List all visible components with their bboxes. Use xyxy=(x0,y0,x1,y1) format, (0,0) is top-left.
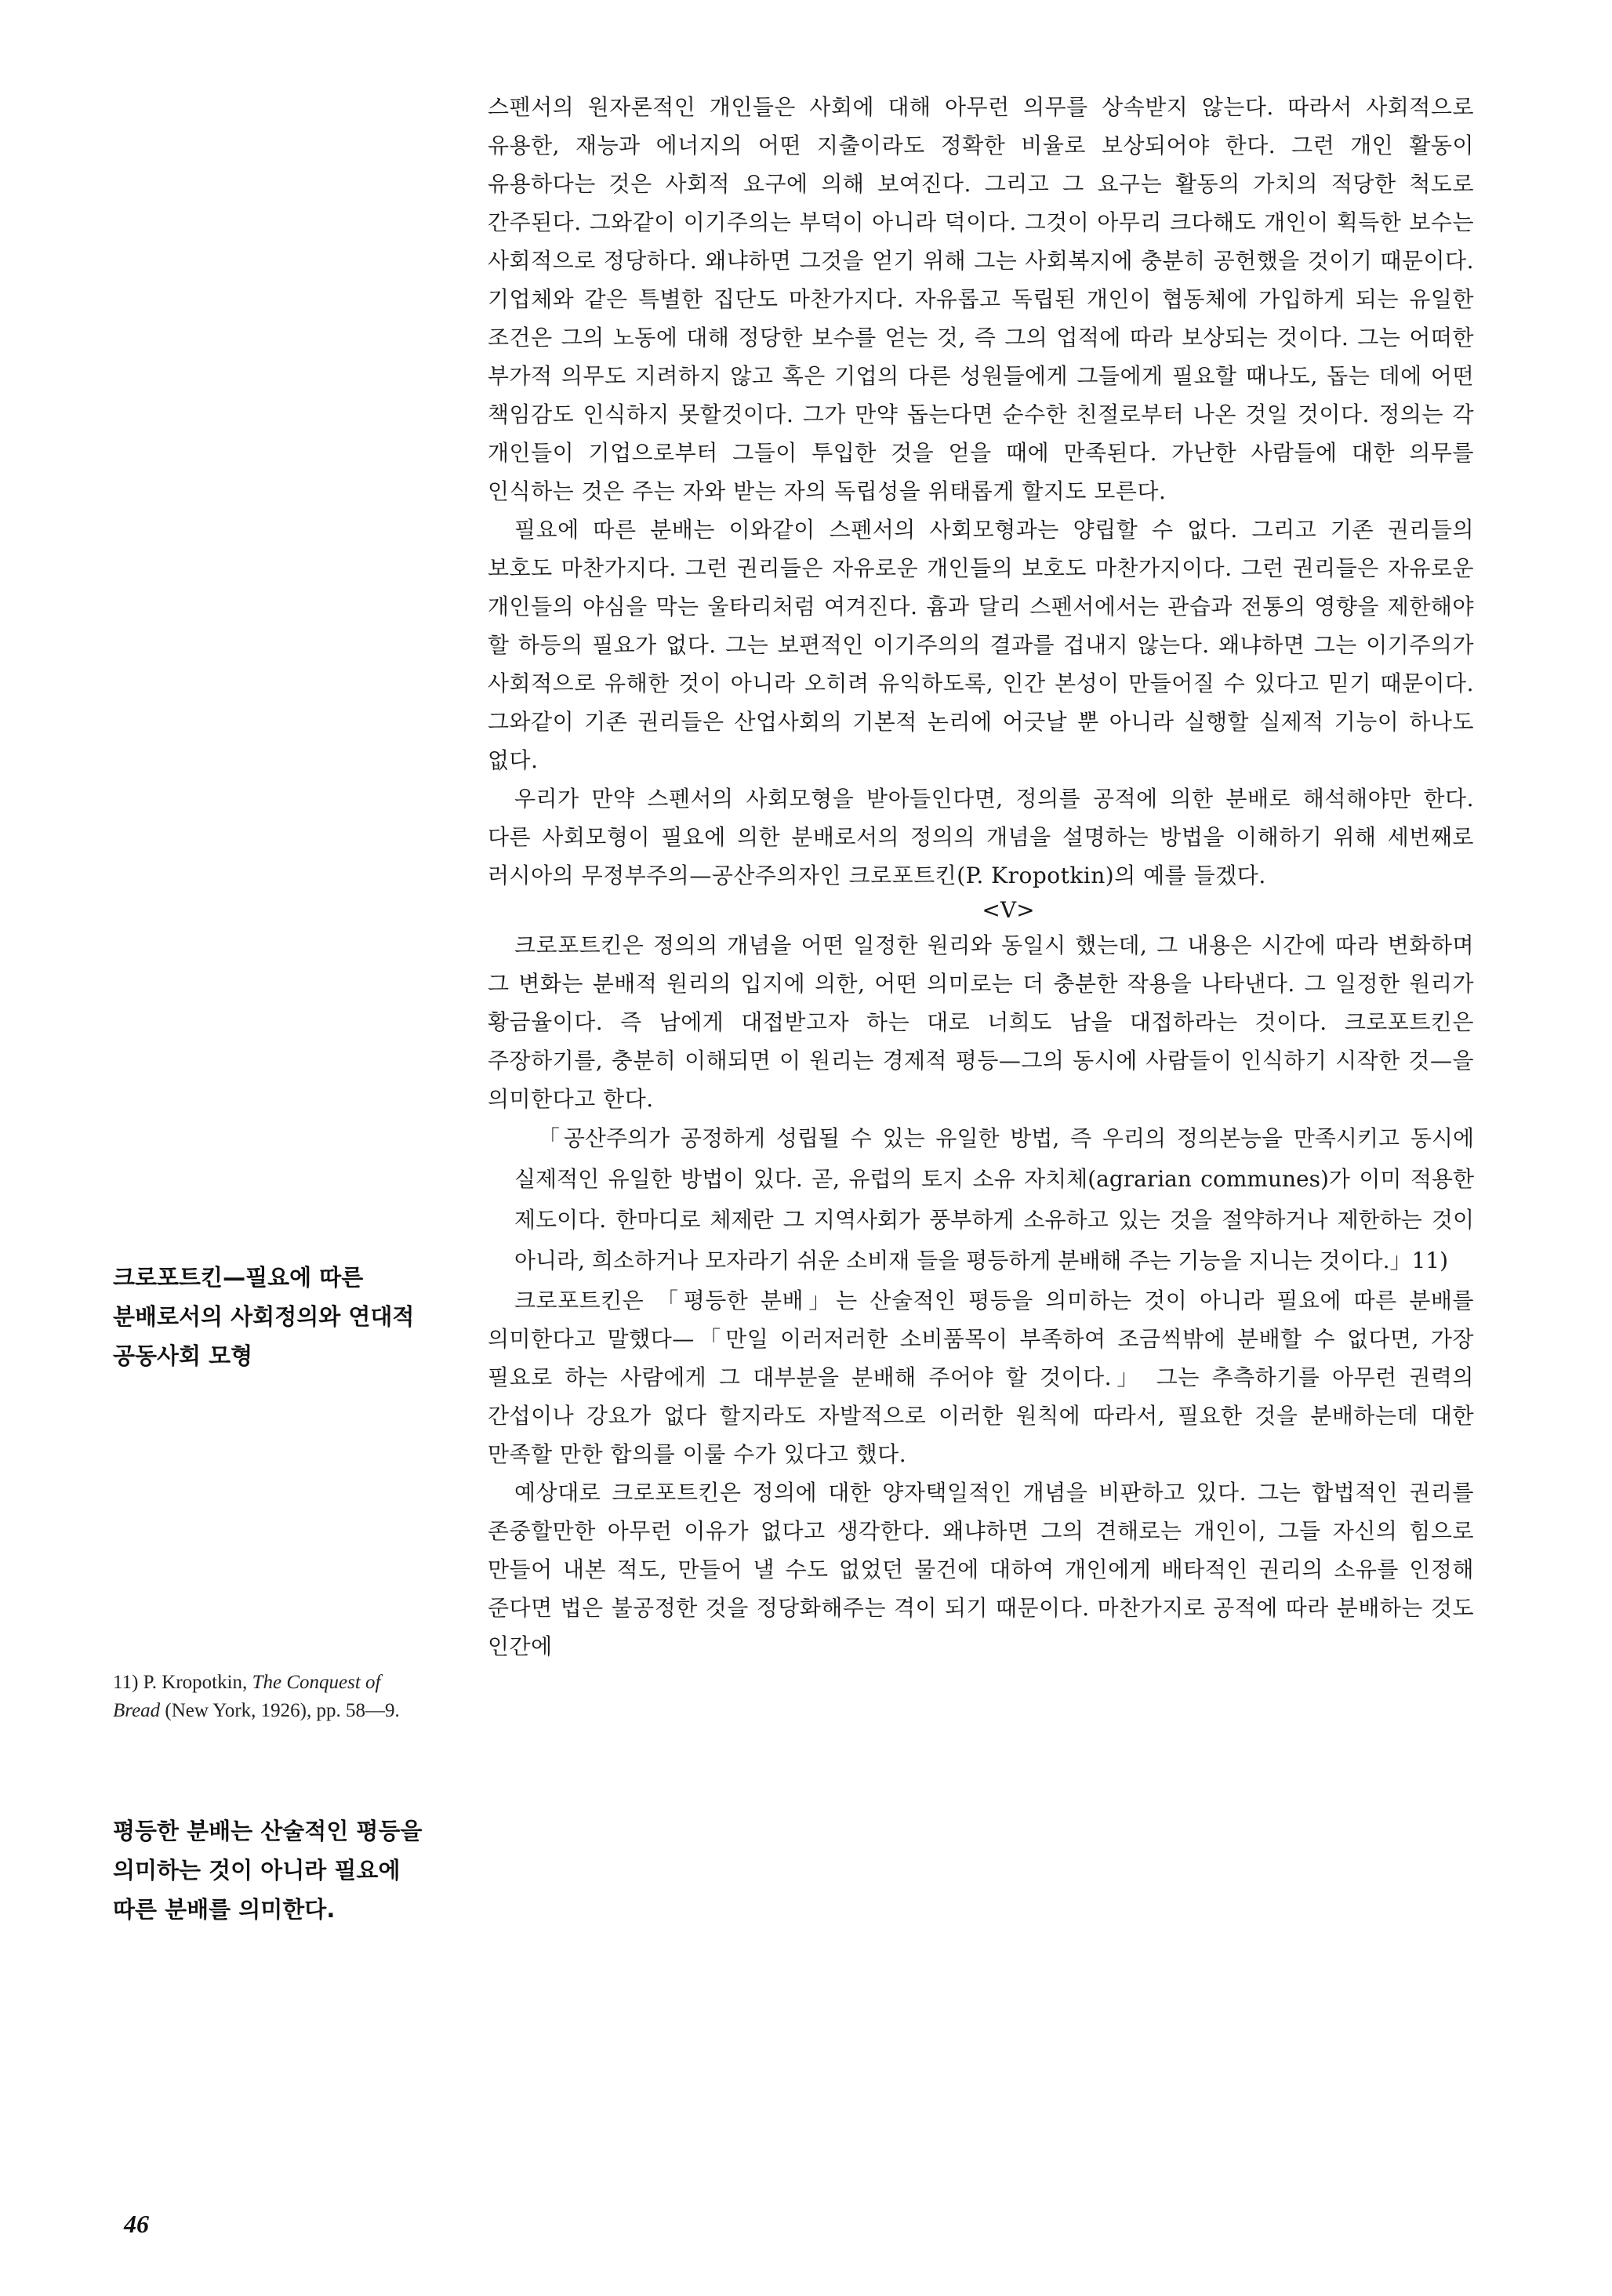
margin-heading-equal-distribution: 평등한 분배는 산술적인 평등을 의미하는 것이 아니라 필요에 따른 분배를 의미한다. xyxy=(113,1818,423,1923)
footnote-pages: pp. 58—9. xyxy=(316,1700,400,1721)
body-paragraph-3: 우리가 만약 스펜서의 사회모형을 받아들인다면, 정의를 공적에 의한 분배로 해석해야만 한다. 다른 사회모형이 필요에 의한 분배로서의 정의의 개념을 설명하는 방법을 이해하기 위해 세번째로 러시아의 무정부주의—공산주의자인 크로포트킨(P. Kropotkin)의 예를 들겠다. xyxy=(488,786,1474,888)
page-number: 46 xyxy=(124,2210,149,2238)
main-text-column xyxy=(488,88,1474,1666)
footnote-11 xyxy=(113,1669,423,1725)
footnote-author: P. Kropotkin, xyxy=(143,1672,248,1693)
body-paragraph-6: 예상대로 크로포트킨은 정의에 대한 양자택일적인 개념을 비판하고 있다. 그는 합법적인 권리를 존중할만한 아무런 이유가 없다고 생각한다. 왜냐하면 그의 견해로는 개인이, 그들 자신의 힘으로 만들어 내본 적도, 만들어 낼 수도 없었던 물건에 대하여 개인에게 배타적인 권리의 소유를 인정해 준다면 법은 불공정한 것을 정당화해주는 격이 되기 때문이다. 마찬가지로 공적에 따라 분배하는 것도 인간에 xyxy=(488,1480,1474,1659)
margin-heading-kropotkin: 크로포트킨—필요에 따른 분배로서의 사회정의와 연대적 공동사회 모형 xyxy=(113,1264,415,1369)
body-paragraph-5: 크로포트킨은 「평등한 분배」는 산술적인 평등을 의미하는 것이 아니라 필요에 따른 분배를 의미한다고 말했다—「만일 이러저러한 소비품목이 부족하여 조금씩밖에 분배할 수 없다면, 가장 필요로 하는 사람에게 그 대부분을 분배해 주어야 할 것이다.」 그는 추측하기를 아무런 권력의 간섭이나 강요가 없다 할지라도 자발적으로 이러한 원칙에 따라서, 필요한 것을 분배하는데 대한 만족할 만한 합의를 이룰 수가 있다고 했다. xyxy=(488,1288,1474,1467)
body-paragraph-2: 필요에 따른 분배는 이와같이 스펜서의 사회모형과는 양립할 수 없다. 그리고 기존 권리들의 보호도 마찬가지다. 그런 권리들은 자유로운 개인들의 보호도 마찬가지이다. 그런 권리들은 자유로운 개인들의 야심을 막는 울타리처럼 여겨진다. 흄과 달리 스펜서에서는 관습과 전통의 영향을 제한해야 할 하등의 필요가 없다. 그는 보편적인 이기주의의 결과를 겁내지 않는다. 왜냐하면 그는 이기주의가 사회적으로 유해한 것이 아니라 오히려 유익하도록, 인간 본성이 만들어질 수 있다고 믿기 때문이다. 그와같이 기존 권리들은 산업사회의 기본적 논리에 어긋날 뿐 아니라 실행할 실제적 기능이 하나도 없다. xyxy=(488,517,1474,773)
section-marker: <V> xyxy=(982,897,1035,923)
footnote-book-title: The Conquest of Bread xyxy=(113,1672,381,1721)
footnote-number: 11) xyxy=(113,1672,139,1693)
footnote-publication: (New York, 1926), xyxy=(165,1700,312,1721)
block-quote: 「공산주의가 공정하게 성립될 수 있는 유일한 방법, 즉 우리의 정의본능을 만족시키고 동시에 실제적인 유일한 방법이 있다. 곧, 유럽의 토지 소유 자치체(agrarian communes)가 이미 적용한 제도이다. 한마디로 체제란 그 지역사회가 풍부하게 소유하고 있는 것을 절약하거나 제한하는 것이 아니라, 희소하거나 모자라기 쉬운 소비재 들을 평등하게 분배해 주는 기능을 지니는 것이다.」11) xyxy=(514,1125,1474,1273)
body-paragraph-4: 크로포트킨은 정의의 개념을 어떤 일정한 원리와 동일시 했는데, 그 내용은 시간에 따라 변화하며 그 변화는 분배적 원리의 입지에 의한, 어떤 의미로는 더 충분한 작용을 나타낸다. 그 일정한 원리가 황금율이다. 즉 남에게 대접받고자 하는 대로 너희도 남을 대접하라는 것이다. 크로포트킨은 주장하기를, 충분히 이해되면 이 원리는 경제적 평등—그의 동시에 사람들이 인식하기 시작한 것—을 의미한다고 한다. xyxy=(488,932,1474,1112)
body-paragraph-1: 스펜서의 원자론적인 개인들은 사회에 대해 아무런 의무를 상속받지 않는다. 따라서 사회적으로 유용한, 재능과 에너지의 어떤 지출이라도 정확한 비율로 보상되어야 한다. 그런 개인 활동이 유용하다는 것은 사회적 요구에 의해 보여진다. 그리고 그 요구는 활동의 가치의 적당한 척도로 간주된다. 그와같이 이기주의는 부덕이 아니라 덕이다. 그것이 아무리 크다해도 개인이 획득한 보수는 사회적으로 정당하다. 왜냐하면 그것을 얻기 위해 그는 사회복지에 충분히 공헌했을 것이기 때문이다. 기업체와 같은 특별한 집단도 마찬가지다. 자유롭고 독립된 개인이 협동체에 가입하게 되는 유일한 조건은 그의 노동에 대해 정당한 보수를 얻는 것, 즉 그의 업적에 따라 보상되는 것이다. 그는 어떠한 부가적 의무도 지려하지 않고 혹은 기업의 다른 성원들에게 그들에게 필요할 때나도, 돕는 데에 어떤 책임감도 인식하지 못할것이다. 그가 만약 돕는다면 순수한 친절로부터 나온 것일 것이다. 정의는 각 개인들이 기업으로부터 그들이 투입한 것을 얻을 때에 만족된다. 가난한 사람들에 대한 의무를 인식하는 것은 주는 자와 받는 자의 독립성을 위태롭게 할지도 모른다. xyxy=(488,94,1474,504)
